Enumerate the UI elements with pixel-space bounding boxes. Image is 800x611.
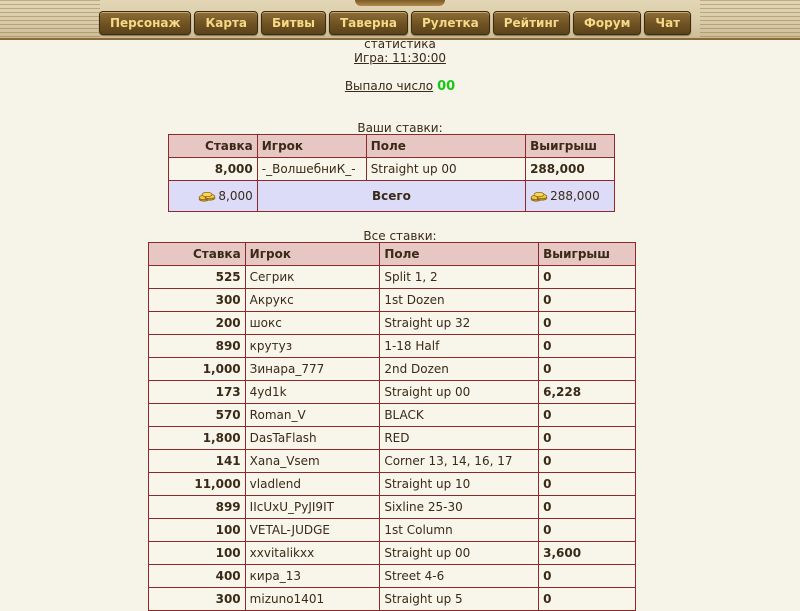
field-cell: Split 1, 2 [380, 266, 539, 289]
total-win-cell [526, 181, 615, 212]
player-cell: Акрукс [245, 289, 380, 312]
player-cell: Xana_Vsem [245, 450, 380, 473]
column-header-field: Поле [380, 243, 539, 266]
stake-cell: 200 [149, 312, 246, 335]
table-row [149, 312, 636, 335]
table-row [149, 588, 636, 611]
nav-button[interactable]: Рулетка [411, 11, 490, 35]
player-cell: Roman_V [245, 404, 380, 427]
win-cell: 0 [539, 266, 636, 289]
win-cell: 0 [539, 404, 636, 427]
field-cell: 2nd Dozen [380, 358, 539, 381]
stake-cell: 890 [149, 335, 246, 358]
stake-cell: 1,000 [149, 358, 246, 381]
win-cell: 0 [539, 588, 636, 611]
all-bets-caption: Все ставки: [363, 229, 437, 243]
field-cell: 1st Column [380, 519, 539, 542]
gold-coins-icon [530, 190, 548, 202]
nav-button[interactable]: Таверна [329, 11, 408, 35]
field-cell: Straight up 10 [380, 473, 539, 496]
nav-button[interactable]: Карта [194, 11, 258, 35]
player-cell: vladlend [245, 473, 380, 496]
nav-button[interactable]: Форум [573, 11, 641, 35]
stake-cell: 300 [149, 588, 246, 611]
total-win-value: 288,000 [550, 189, 600, 203]
field-cell: Straight up 00 [366, 158, 525, 181]
player-cell: Сегрик [245, 266, 380, 289]
table-row [169, 158, 615, 181]
total-label: Всего [257, 181, 525, 212]
column-header-win: Выигрыш [539, 243, 636, 266]
table-row [149, 519, 636, 542]
nav-button[interactable]: Битвы [261, 11, 326, 35]
column-header-stake: Ставка [169, 135, 258, 158]
field-cell: 1st Dozen [380, 289, 539, 312]
table-row [149, 450, 636, 473]
field-cell: Sixline 25-30 [380, 496, 539, 519]
player-cell: VETAL-JUDGE [245, 519, 380, 542]
top-ornament [355, 0, 445, 6]
left-ornament [0, 0, 100, 38]
nav-button[interactable]: Чат [644, 11, 691, 35]
stake-cell: 899 [149, 496, 246, 519]
win-cell: 0 [539, 312, 636, 335]
table-row [149, 496, 636, 519]
table-header-row [169, 135, 615, 158]
column-header-win: Выигрыш [526, 135, 615, 158]
table-row [149, 542, 636, 565]
player-cell: Зинара_777 [245, 358, 380, 381]
player-cell: xxvitalikxx [245, 542, 380, 565]
table-row [149, 427, 636, 450]
player-cell: mizuno1401 [245, 588, 380, 611]
stake-cell: 525 [149, 266, 246, 289]
win-cell: 0 [539, 450, 636, 473]
win-cell: 0 [539, 519, 636, 542]
field-cell: Street 4-6 [380, 565, 539, 588]
player-cell: 4yd1k [245, 381, 380, 404]
game-time-link[interactable]: Игра: 11:30:00 [353, 51, 446, 65]
your-bets-caption: Ваши ставки: [357, 121, 443, 135]
field-cell: 1-18 Half [380, 335, 539, 358]
stake-cell: 173 [149, 381, 246, 404]
stake-cell: 141 [149, 450, 246, 473]
win-cell: 288,000 [526, 158, 615, 181]
drawn-number-line [0, 79, 800, 94]
field-cell: Straight up 00 [380, 542, 539, 565]
stake-cell: 8,000 [169, 158, 258, 181]
field-cell: RED [380, 427, 539, 450]
field-cell: Corner 13, 14, 16, 17 [380, 450, 539, 473]
table-row [149, 289, 636, 312]
player-cell: крутуз [245, 335, 380, 358]
table-row [149, 358, 636, 381]
table-row [149, 381, 636, 404]
stake-cell: 400 [149, 565, 246, 588]
column-header-player: Игрок [257, 135, 366, 158]
win-cell: 6,228 [539, 381, 636, 404]
all-bets-table [148, 242, 636, 611]
your-bets-table [168, 134, 615, 212]
main-menu [99, 11, 691, 35]
nav-button[interactable]: Персонаж [99, 11, 191, 35]
top-navigation-bar [0, 0, 800, 40]
table-row [149, 404, 636, 427]
stake-cell: 300 [149, 289, 246, 312]
win-cell: 0 [539, 427, 636, 450]
table-header-row [149, 243, 636, 266]
stake-cell: 100 [149, 542, 246, 565]
player-cell: шокс [245, 312, 380, 335]
drawn-number-label[interactable]: Выпало число [344, 79, 434, 93]
player-cell: -_ВолшебниК_- [257, 158, 366, 181]
table-row [149, 473, 636, 496]
win-cell: 3,600 [539, 542, 636, 565]
drawn-number-value: 00 [437, 79, 456, 94]
table-row [149, 565, 636, 588]
total-stake-value: 8,000 [218, 189, 253, 203]
stake-cell: 570 [149, 404, 246, 427]
win-cell: 0 [539, 335, 636, 358]
total-stake-cell [169, 181, 258, 212]
player-cell: кира_13 [245, 565, 380, 588]
stake-cell: 11,000 [149, 473, 246, 496]
column-header-stake: Ставка [149, 243, 246, 266]
gold-coins-icon [198, 190, 216, 202]
nav-button[interactable]: Рейтинг [493, 11, 570, 35]
table-row [149, 266, 636, 289]
stake-cell: 100 [149, 519, 246, 542]
table-row [149, 335, 636, 358]
field-cell: BLACK [380, 404, 539, 427]
column-header-field: Поле [366, 135, 525, 158]
player-cell: DasTaFlash [245, 427, 380, 450]
right-ornament [700, 0, 800, 38]
win-cell: 0 [539, 358, 636, 381]
field-cell: Straight up 32 [380, 312, 539, 335]
field-cell: Straight up 00 [380, 381, 539, 404]
column-header-player: Игрок [245, 243, 380, 266]
win-cell: 0 [539, 473, 636, 496]
player-cell: IIcUxU_PyJI9IT [245, 496, 380, 519]
total-row [169, 181, 615, 212]
win-cell: 0 [539, 496, 636, 519]
stake-cell: 1,800 [149, 427, 246, 450]
win-cell: 0 [539, 565, 636, 588]
field-cell: Straight up 5 [380, 588, 539, 611]
win-cell: 0 [539, 289, 636, 312]
page-title: статистика [364, 37, 436, 51]
